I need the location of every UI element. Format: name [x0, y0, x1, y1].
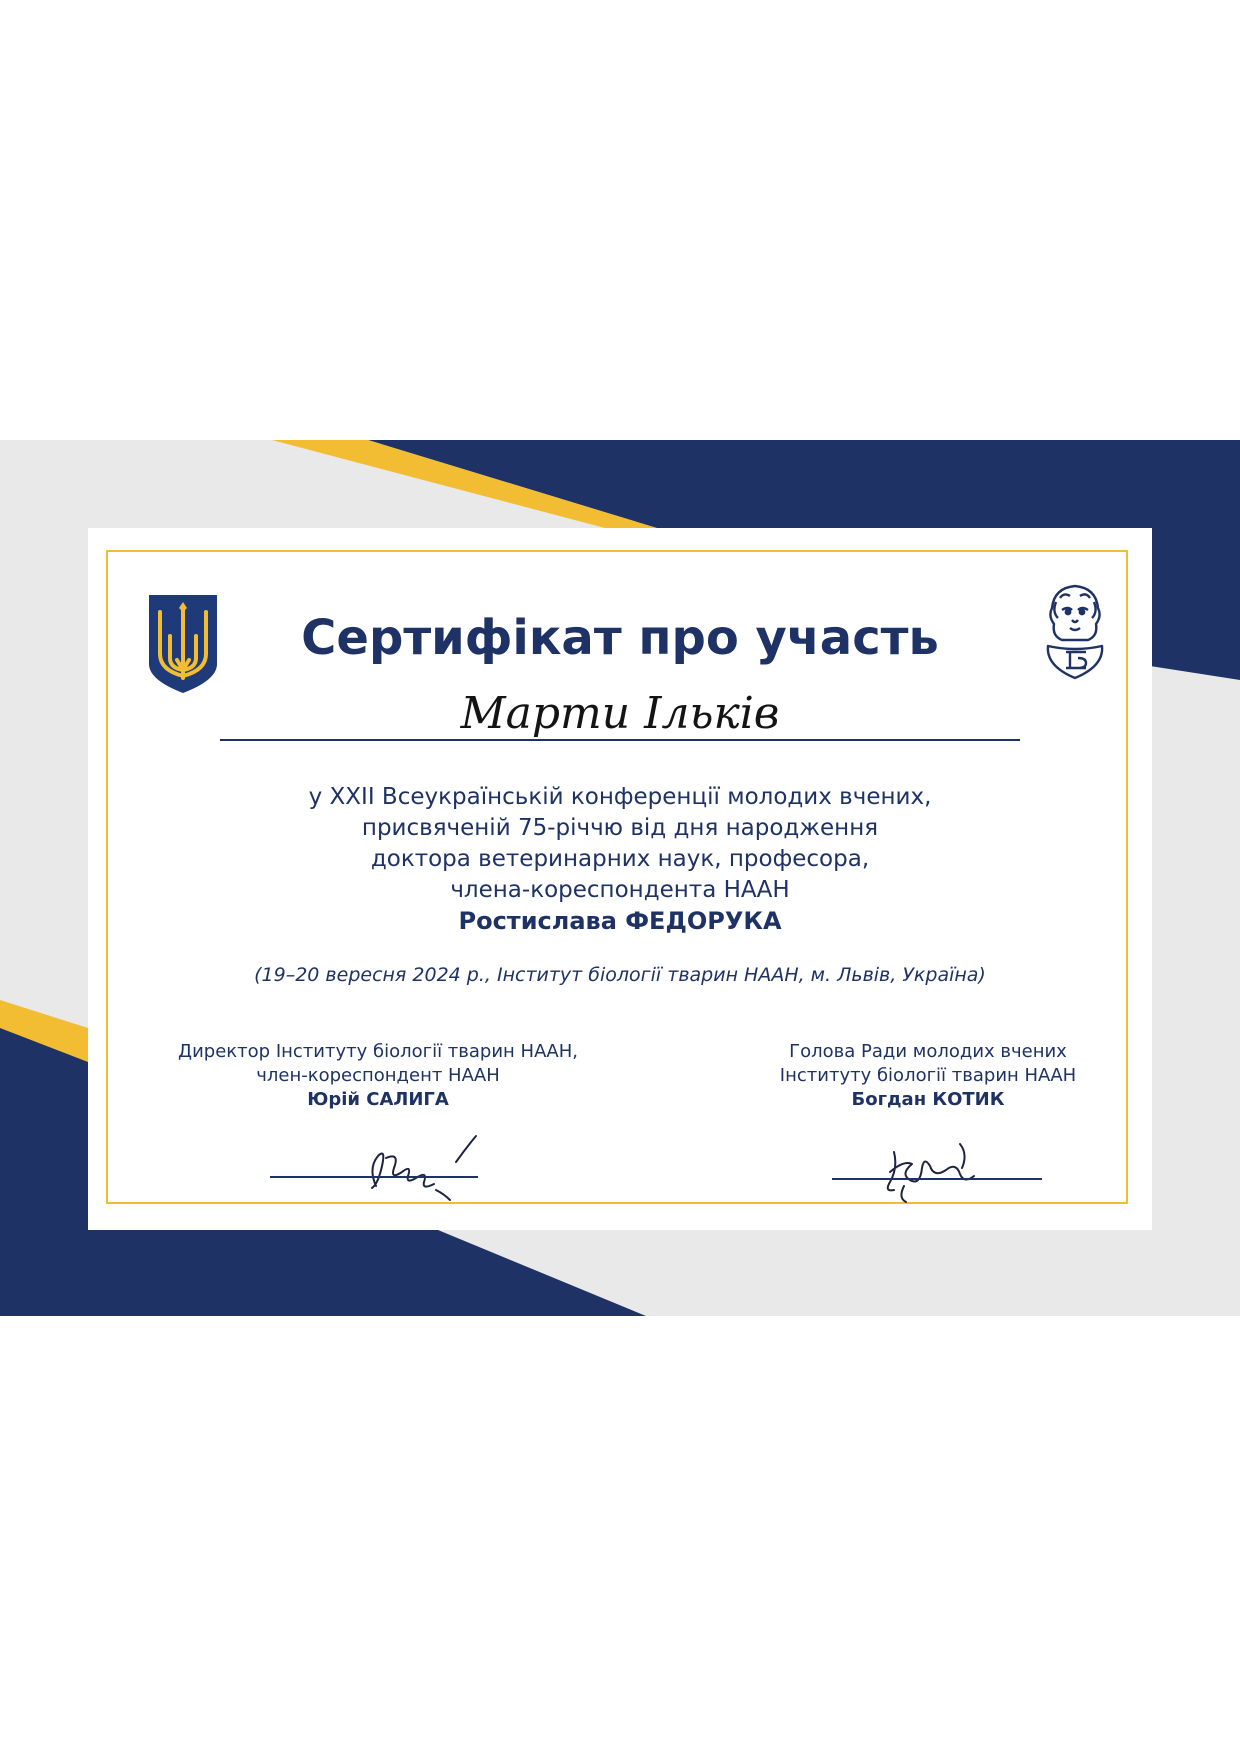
- body-line-3: доктора ветеринарних наук, професора,: [370, 846, 870, 872]
- signatory-right: [728, 1040, 1128, 1112]
- signatory-left-position-2: член-кореспондент НААН: [256, 1065, 500, 1086]
- certificate-banner: [0, 440, 1240, 1316]
- recipient-name: Марти Ільків: [460, 688, 780, 739]
- body-line-4: члена-кореспондента НААН: [450, 877, 790, 903]
- event-details: (19–20 вересня 2024 р., Інститут біології тварин НААН, м. Львів, Україна): [254, 964, 986, 986]
- certificate-body: [88, 782, 1152, 937]
- signature-left: [316, 1128, 496, 1208]
- body-line-2: присвяченій 75-річчю від дня народження: [361, 815, 879, 841]
- signatory-left-position-1: Директор Інституту біології тварин НААН,: [178, 1041, 578, 1062]
- honoree-name: Ростислава ФЕДОРУКА: [458, 907, 782, 935]
- signature-right: [864, 1138, 1004, 1208]
- body-line-1: у XXII Всеукраїнській конференції молодих вчених,: [308, 784, 932, 810]
- signatory-right-name: Богдан КОТИК: [851, 1089, 1005, 1110]
- signatory-left-name: Юрій САЛИГА: [307, 1089, 449, 1110]
- certificate-title: Сертифікат про участь: [301, 610, 939, 666]
- signatory-left: [148, 1040, 608, 1112]
- recipient-underline: [220, 739, 1020, 741]
- certificate-card: [88, 528, 1152, 1230]
- signatory-right-position-2: Інституту біології тварин НААН: [779, 1065, 1077, 1086]
- signature-line-left: [270, 1176, 478, 1178]
- signature-line-right: [832, 1178, 1042, 1180]
- signatory-right-position-1: Голова Ради молодих вчених: [789, 1041, 1067, 1062]
